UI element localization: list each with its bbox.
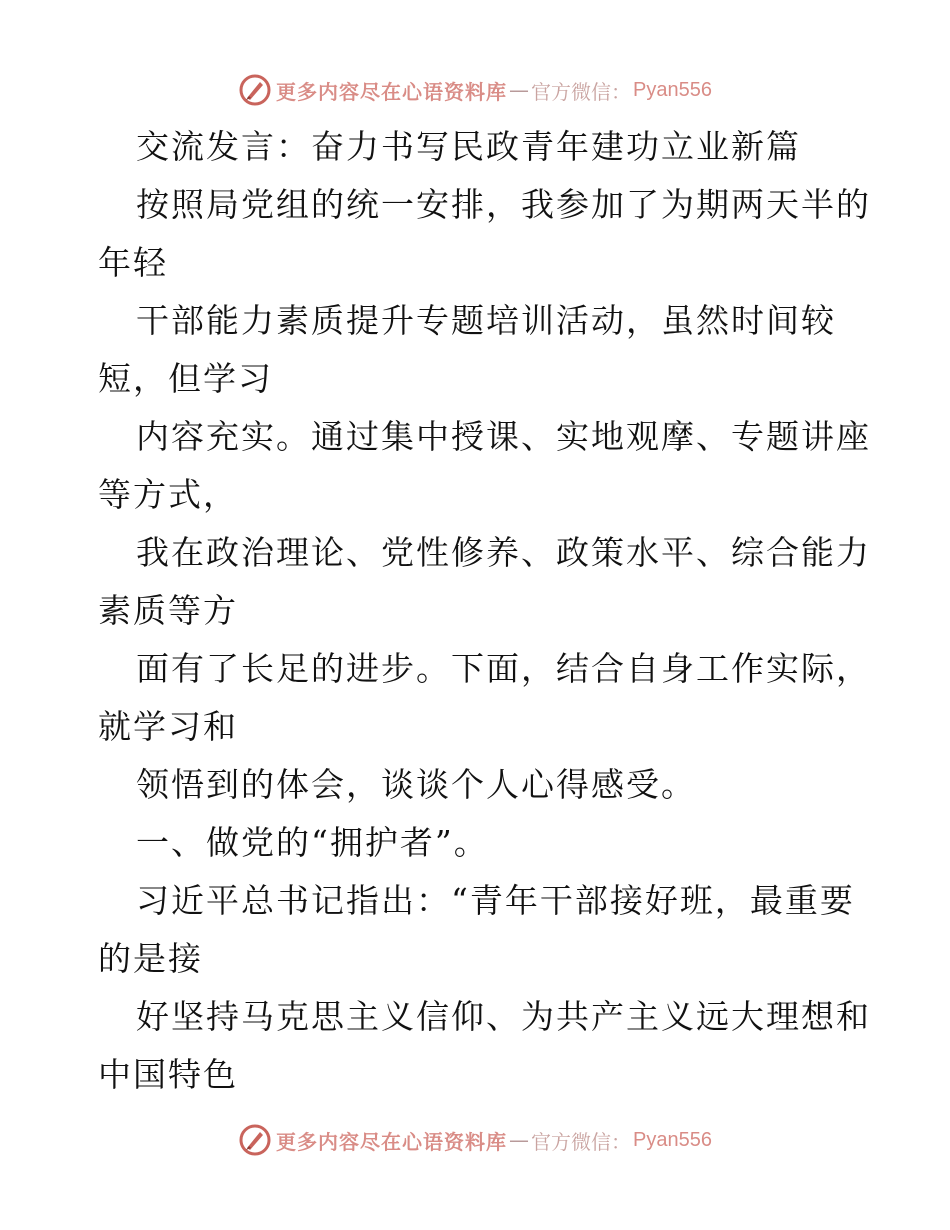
body-line: 领悟到的体会，谈谈个人心得感受。 <box>136 765 696 804</box>
banner-wechat-id: Pyan556 <box>633 78 712 101</box>
body-line: 的是接 <box>98 939 203 978</box>
banner-text: 更多内容尽在心语资料库 <box>276 79 508 104</box>
body-line: 交流发言：奋力书写民政青年建功立业新篇 <box>136 127 801 166</box>
body-line: 就学习和 <box>98 707 238 746</box>
body-line: 中国特色 <box>98 1055 238 1094</box>
body-line: 习近平总书记指出：“青年干部接好班，最重要 <box>136 881 855 920</box>
banner-wechat-label: 官方微信： <box>531 1129 632 1154</box>
body-line: 内容充实。通过集中授课、实地观摩、专题讲座 <box>136 417 871 456</box>
body-line: 短，但学习 <box>98 359 273 398</box>
quill-pen-logo-icon <box>238 1123 272 1157</box>
banner-text: 更多内容尽在心语资料库 <box>276 1129 508 1154</box>
body-line: 按照局党组的统一安排，我参加了为期两天半的 <box>136 185 871 224</box>
body-line: 素质等方 <box>98 591 238 630</box>
body-line: 等方式， <box>98 475 238 514</box>
body-line: 干部能力素质提升专题培训活动，虽然时间较 <box>136 301 836 340</box>
quill-pen-logo-icon <box>238 73 272 107</box>
footer-watermark-banner <box>0 1120 950 1160</box>
banner-separator: — <box>509 1128 530 1152</box>
banner-wechat-id: Pyan556 <box>633 1128 712 1151</box>
body-line: 好坚持马克思主义信仰、为共产主义远大理想和 <box>136 997 871 1036</box>
document-body <box>98 118 871 1104</box>
body-line: 年轻 <box>98 243 168 282</box>
banner-separator: — <box>509 78 530 102</box>
banner-wechat-label: 官方微信： <box>531 79 632 104</box>
header-watermark-banner <box>0 70 950 110</box>
body-line: 我在政治理论、党性修养、政策水平、综合能力 <box>136 533 871 572</box>
body-line: 一、做党的“拥护者”。 <box>136 823 489 862</box>
body-line: 面有了长足的进步。下面，结合自身工作实际， <box>136 649 871 688</box>
